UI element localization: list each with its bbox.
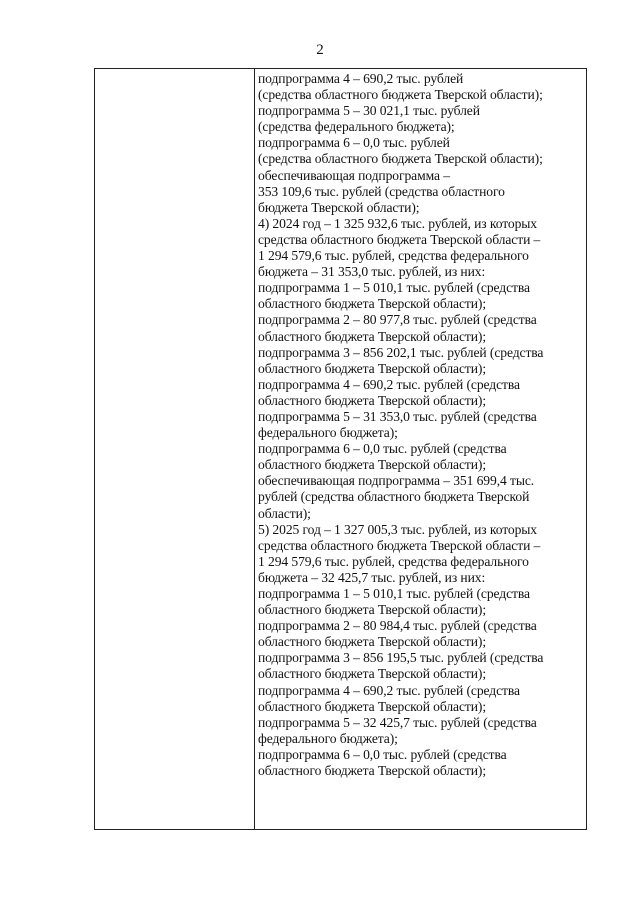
text-line: бюджета – 32 425,7 тыс. рублей, из них: xyxy=(258,569,486,585)
text-line: областного бюджета Тверской области); xyxy=(258,634,487,650)
text-line: подпрограмма 5 – 30 021,1 тыс. рублей xyxy=(258,103,480,119)
text-line: области); xyxy=(258,505,311,521)
text-line: 4) 2024 год – 1 325 932,6 тыс. рублей, из которых xyxy=(258,215,537,231)
page-number: 2 xyxy=(316,42,324,58)
text-line: (средства областного бюджета Тверской области); xyxy=(258,87,543,103)
text-line: подпрограмма 6 – 0,0 тыс. рублей xyxy=(258,135,450,151)
text-line: подпрограмма 4 – 690,2 тыс. рублей (средства xyxy=(258,376,520,392)
text-line: 5) 2025 год – 1 327 005,3 тыс. рублей, из которых xyxy=(258,521,537,537)
text-line: подпрограмма 2 – 80 984,4 тыс. рублей (средства xyxy=(258,618,537,634)
text-line: областного бюджета Тверской области); xyxy=(258,296,487,312)
text-line: средства областного бюджета Тверской области – xyxy=(258,231,541,247)
text-line: подпрограмма 5 – 32 425,7 тыс. рублей (средства xyxy=(258,714,537,730)
text-line: федерального бюджета); xyxy=(258,730,398,746)
text-line: подпрограмма 6 – 0,0 тыс. рублей (средства xyxy=(258,441,507,457)
text-line: подпрограмма 1 – 5 010,1 тыс. рублей (средства xyxy=(258,586,530,601)
text-line: 353 109,6 тыс. рублей (средства областного xyxy=(258,183,505,199)
text-line: подпрограмма 3 – 856 195,5 тыс. рублей (средства xyxy=(258,650,544,666)
text-line: подпрограмма 4 – 690,2 тыс. рублей (средства xyxy=(258,682,520,698)
text-line: (средства федерального бюджета); xyxy=(258,119,455,135)
text-line: подпрограмма 6 – 0,0 тыс. рублей (средства xyxy=(258,746,507,762)
text-line: областного бюджета Тверской области); xyxy=(258,602,487,618)
text-line: средства областного бюджета Тверской области – xyxy=(258,537,541,553)
text-line: федерального бюджета); xyxy=(258,425,398,441)
text-line: (средства областного бюджета Тверской области); xyxy=(258,151,543,167)
text-line: подпрограмма 5 – 31 353,0 тыс. рублей (средства xyxy=(258,408,537,424)
text-line: 1 294 579,6 тыс. рублей, средства федерального xyxy=(258,248,529,264)
text-line: подпрограмма 2 – 80 977,8 тыс. рублей (средства xyxy=(258,312,537,328)
text-line: подпрограмма 4 – 690,2 тыс. рублей xyxy=(258,71,464,86)
text-line: областного бюджета Тверской области); xyxy=(258,666,487,682)
table-frame xyxy=(94,68,587,830)
text-line: бюджета – 31 353,0 тыс. рублей, из них: xyxy=(258,264,486,280)
text-line: бюджета Тверской области); xyxy=(258,199,420,215)
text-line: областного бюджета Тверской области); xyxy=(258,698,487,714)
text-line: областного бюджета Тверской области); xyxy=(258,763,487,779)
text-line: подпрограмма 1 – 5 010,1 тыс. рублей (средства xyxy=(258,280,530,296)
text-line: областного бюджета Тверской области); xyxy=(258,360,487,376)
table-right-cell xyxy=(258,71,582,779)
text-line: обеспечивающая подпрограмма – 351 699,4 тыс. xyxy=(258,473,535,489)
text-line: областного бюджета Тверской области); xyxy=(258,328,487,344)
column-divider xyxy=(254,69,255,829)
text-line: областного бюджета Тверской области); xyxy=(258,457,487,473)
text-line: обеспечивающая подпрограмма – xyxy=(258,167,450,183)
text-line: 1 294 579,6 тыс. рублей, средства федерального xyxy=(258,553,529,569)
text-line: рублей (средства областного бюджета Тверской xyxy=(258,489,530,505)
text-line: областного бюджета Тверской области); xyxy=(258,392,487,408)
text-line: подпрограмма 3 – 856 202,1 тыс. рублей (средства xyxy=(258,344,544,360)
